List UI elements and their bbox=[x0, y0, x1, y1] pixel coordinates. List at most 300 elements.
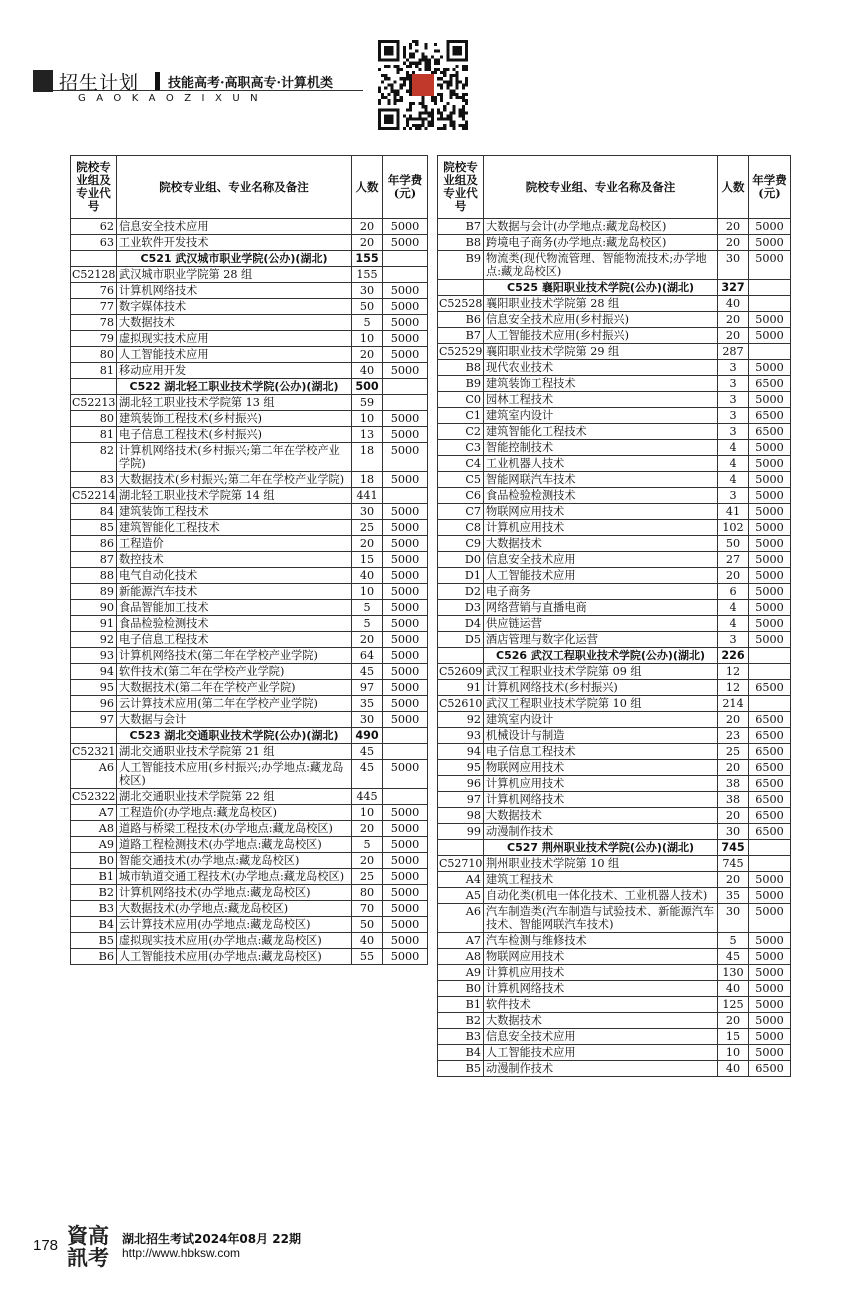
cell-name: 信息安全技术应用 bbox=[117, 219, 352, 235]
cell-num: 130 bbox=[718, 965, 749, 981]
cell-num: 5 bbox=[352, 837, 383, 853]
col-header-code: 院校专业组及专业代号 bbox=[71, 156, 117, 219]
cell-name: 计算机应用技术 bbox=[484, 520, 718, 536]
cell-fee: 5000 bbox=[383, 219, 428, 235]
cell-num: 4 bbox=[718, 440, 749, 456]
table-row bbox=[438, 360, 791, 376]
group-row bbox=[438, 296, 791, 312]
table-row bbox=[438, 981, 791, 997]
col-header-fee: 年学费(元) bbox=[749, 156, 791, 219]
cell-num: 20 bbox=[718, 760, 749, 776]
cell-code: B8 bbox=[438, 235, 484, 251]
cell-fee: 5000 bbox=[383, 648, 428, 664]
cell-code: A8 bbox=[71, 821, 117, 837]
cell-fee: 5000 bbox=[383, 933, 428, 949]
cell-code: 82 bbox=[71, 443, 117, 472]
cell-fee: 6500 bbox=[749, 792, 791, 808]
cell-name: 建筑装饰工程技术(乡村振兴) bbox=[117, 411, 352, 427]
cell-fee: 5000 bbox=[749, 219, 791, 235]
cell-num: 102 bbox=[718, 520, 749, 536]
cell-code: C52529 bbox=[439, 345, 483, 358]
cell-num: 10 bbox=[352, 805, 383, 821]
cell-code: C52214 bbox=[72, 489, 116, 502]
table-row bbox=[438, 616, 791, 632]
cell-num: 40 bbox=[352, 568, 383, 584]
cell-fee: 5000 bbox=[383, 472, 428, 488]
cell-num: 500 bbox=[352, 379, 383, 395]
group-row bbox=[71, 267, 428, 283]
header-rule bbox=[53, 90, 363, 91]
cell-num: 40 bbox=[718, 296, 749, 312]
cell-code: B7 bbox=[438, 219, 484, 235]
cell-name: 湖北轻工职业技术学院第 13 组 bbox=[117, 395, 352, 411]
cell-num: 20 bbox=[718, 1013, 749, 1029]
table-row bbox=[71, 552, 428, 568]
school-row bbox=[71, 251, 428, 267]
cell-num: 155 bbox=[352, 251, 383, 267]
cell-name: 移动应用开发 bbox=[117, 363, 352, 379]
table-row bbox=[438, 1061, 791, 1077]
cell-fee: 6500 bbox=[749, 728, 791, 744]
table-row bbox=[438, 456, 791, 472]
cell-code: B9 bbox=[438, 251, 484, 280]
cell-code: B2 bbox=[71, 885, 117, 901]
cell-fee: 5000 bbox=[749, 251, 791, 280]
table-row bbox=[71, 680, 428, 696]
page-number: 178 bbox=[33, 1237, 59, 1254]
header-block-mark bbox=[33, 70, 53, 92]
cell-name: 道路与桥梁工程技术(办学地点:藏龙岛校区) bbox=[117, 821, 352, 837]
cell-code: 90 bbox=[71, 600, 117, 616]
table-row bbox=[71, 443, 428, 472]
col-header-code: 院校专业组及专业代号 bbox=[438, 156, 484, 219]
cell-fee: 5000 bbox=[749, 933, 791, 949]
cell-num: 20 bbox=[718, 312, 749, 328]
cell-num: 97 bbox=[352, 680, 383, 696]
table-row bbox=[71, 648, 428, 664]
cell-num: 40 bbox=[352, 363, 383, 379]
cell-fee: 5000 bbox=[749, 392, 791, 408]
cell-fee: 5000 bbox=[749, 520, 791, 536]
cell-code: 97 bbox=[71, 712, 117, 728]
cell-num: 3 bbox=[718, 424, 749, 440]
table-row bbox=[71, 427, 428, 443]
table-row bbox=[438, 552, 791, 568]
cell-name: 大数据技术 bbox=[117, 315, 352, 331]
cell-code: 85 bbox=[71, 520, 117, 536]
cell-fee: 5000 bbox=[749, 472, 791, 488]
cell-name: 软件技术 bbox=[484, 997, 718, 1013]
cell-num: 45 bbox=[352, 744, 383, 760]
cell-name: 供应链运营 bbox=[484, 616, 718, 632]
cell-fee: 5000 bbox=[749, 888, 791, 904]
cell-name: 电气自动化技术 bbox=[117, 568, 352, 584]
cell-name: 虚拟现实技术应用 bbox=[117, 331, 352, 347]
cell-num: 23 bbox=[718, 728, 749, 744]
table-row bbox=[71, 901, 428, 917]
group-row bbox=[71, 488, 428, 504]
table-row bbox=[438, 760, 791, 776]
cell-name: 计算机网络技术 bbox=[484, 792, 718, 808]
cell-name: 建筑装饰工程技术 bbox=[484, 376, 718, 392]
section-title: 招生计划 bbox=[59, 72, 140, 94]
cell-code: 77 bbox=[71, 299, 117, 315]
cell-code: C2 bbox=[438, 424, 484, 440]
cell-fee bbox=[749, 696, 791, 712]
table-row bbox=[71, 949, 428, 965]
cell-fee: 5000 bbox=[749, 965, 791, 981]
cell-name: 云计算技术应用(第二年在学校产业学院) bbox=[117, 696, 352, 712]
table-row bbox=[438, 472, 791, 488]
header-divider-bar bbox=[155, 72, 160, 90]
group-row bbox=[438, 664, 791, 680]
cell-name: 自动化类(机电一体化技术、工业机器人技术) bbox=[484, 888, 718, 904]
cell-fee: 5000 bbox=[749, 872, 791, 888]
cell-num: 12 bbox=[718, 664, 749, 680]
cell-fee: 5000 bbox=[749, 981, 791, 997]
cell-name: 食品智能加工技术 bbox=[117, 600, 352, 616]
cell-code: B0 bbox=[71, 853, 117, 869]
cell-num: 30 bbox=[718, 824, 749, 840]
cell-fee: 5000 bbox=[383, 696, 428, 712]
table-row bbox=[438, 251, 791, 280]
cell-num: 15 bbox=[352, 552, 383, 568]
cell-fee: 5000 bbox=[383, 331, 428, 347]
cell-num: 20 bbox=[718, 712, 749, 728]
cell-name: 电子信息工程技术 bbox=[117, 632, 352, 648]
cell-fee: 6500 bbox=[749, 408, 791, 424]
cell-code: 95 bbox=[71, 680, 117, 696]
cell-num: 20 bbox=[718, 568, 749, 584]
table-row bbox=[71, 600, 428, 616]
cell-fee: 5000 bbox=[383, 536, 428, 552]
cell-num: 20 bbox=[352, 853, 383, 869]
table-row bbox=[438, 744, 791, 760]
cell-code: C7 bbox=[438, 504, 484, 520]
cell-fee: 5000 bbox=[383, 869, 428, 885]
table-row bbox=[438, 440, 791, 456]
cell-fee: 6500 bbox=[749, 680, 791, 696]
table-row bbox=[71, 917, 428, 933]
cell-name: 工业机器人技术 bbox=[484, 456, 718, 472]
cell-num: 50 bbox=[352, 299, 383, 315]
cell-fee bbox=[383, 744, 428, 760]
table-row bbox=[438, 949, 791, 965]
cell-num: 45 bbox=[718, 949, 749, 965]
cell-fee bbox=[749, 344, 791, 360]
cell-name: 智能交通技术(办学地点:藏龙岛校区) bbox=[117, 853, 352, 869]
cell-name: C527 荆州职业技术学院(公办)(湖北) bbox=[484, 840, 718, 856]
cell-fee: 5000 bbox=[383, 837, 428, 853]
cell-fee: 5000 bbox=[749, 632, 791, 648]
cell-code: 80 bbox=[71, 347, 117, 363]
cell-fee: 5000 bbox=[383, 885, 428, 901]
cell-code: A6 bbox=[438, 904, 484, 933]
cell-name: 湖北交通职业技术学院第 21 组 bbox=[117, 744, 352, 760]
cell-fee: 5000 bbox=[383, 443, 428, 472]
cell-code: A9 bbox=[438, 965, 484, 981]
cell-fee: 5000 bbox=[383, 427, 428, 443]
publication-url: http://www.hbksw.com bbox=[122, 1246, 241, 1260]
cell-code: 83 bbox=[71, 472, 117, 488]
cell-fee bbox=[749, 840, 791, 856]
cell-num: 5 bbox=[718, 933, 749, 949]
table-row bbox=[438, 712, 791, 728]
cell-name: 数控技术 bbox=[117, 552, 352, 568]
cell-name: C526 武汉工程职业技术学院(公办)(湖北) bbox=[484, 648, 718, 664]
cell-num: 155 bbox=[352, 267, 383, 283]
table-row bbox=[438, 235, 791, 251]
table-row bbox=[438, 536, 791, 552]
cell-name: 虚拟现实技术应用(办学地点:藏龙岛校区) bbox=[117, 933, 352, 949]
cell-fee: 5000 bbox=[383, 853, 428, 869]
page-header bbox=[33, 64, 363, 108]
table-row bbox=[71, 664, 428, 680]
cell-num: 70 bbox=[352, 901, 383, 917]
table-row bbox=[71, 837, 428, 853]
cell-num: 64 bbox=[352, 648, 383, 664]
cell-fee bbox=[383, 379, 428, 395]
cell-num: 445 bbox=[352, 789, 383, 805]
cell-num: 18 bbox=[352, 443, 383, 472]
cell-fee bbox=[383, 789, 428, 805]
table-row bbox=[71, 805, 428, 821]
cell-name: 园林工程技术 bbox=[484, 392, 718, 408]
cell-fee: 5000 bbox=[383, 504, 428, 520]
cell-name: C523 湖北交通职业技术学院(公办)(湖北) bbox=[117, 728, 352, 744]
cell-name: 大数据技术(第二年在学校产业学院) bbox=[117, 680, 352, 696]
cell-name: C522 湖北轻工职业技术学院(公办)(湖北) bbox=[117, 379, 352, 395]
cell-name: 计算机网络技术(办学地点:藏龙岛校区) bbox=[117, 885, 352, 901]
cell-name: 信息安全技术应用 bbox=[484, 552, 718, 568]
table-row bbox=[71, 219, 428, 235]
cell-code: 78 bbox=[71, 315, 117, 331]
cell-code: B4 bbox=[438, 1045, 484, 1061]
publication-title: 湖北招生考试2024年08月 22期 bbox=[122, 1232, 301, 1246]
table-row bbox=[71, 568, 428, 584]
cell-code: 95 bbox=[438, 760, 484, 776]
cell-fee: 5000 bbox=[749, 997, 791, 1013]
cell-num: 3 bbox=[718, 392, 749, 408]
school-row bbox=[71, 379, 428, 395]
cell-code: A9 bbox=[71, 837, 117, 853]
cell-code: 86 bbox=[71, 536, 117, 552]
cell-name: 建筑装饰工程技术 bbox=[117, 504, 352, 520]
cell-name: 湖北轻工职业技术学院第 14 组 bbox=[117, 488, 352, 504]
table-row bbox=[438, 888, 791, 904]
cell-fee: 5000 bbox=[749, 488, 791, 504]
cell-code: 80 bbox=[71, 411, 117, 427]
cell-num: 226 bbox=[718, 648, 749, 664]
table-row bbox=[438, 680, 791, 696]
cell-code: D0 bbox=[438, 552, 484, 568]
cell-name: 计算机应用技术 bbox=[484, 776, 718, 792]
cell-name: 软件技术(第二年在学校产业学院) bbox=[117, 664, 352, 680]
cell-num: 45 bbox=[352, 760, 383, 789]
table-row bbox=[71, 363, 428, 379]
table-row bbox=[71, 536, 428, 552]
cell-fee bbox=[749, 856, 791, 872]
cell-num: 125 bbox=[718, 997, 749, 1013]
cell-name: 食品检验检测技术 bbox=[484, 488, 718, 504]
cell-code: C9 bbox=[438, 536, 484, 552]
table-row bbox=[438, 376, 791, 392]
cell-fee: 5000 bbox=[383, 520, 428, 536]
table-row bbox=[438, 584, 791, 600]
cell-code: C6 bbox=[438, 488, 484, 504]
cell-num: 3 bbox=[718, 488, 749, 504]
cell-num: 20 bbox=[352, 821, 383, 837]
cell-name: 人工智能技术应用 bbox=[484, 1045, 718, 1061]
cell-code bbox=[71, 251, 117, 267]
cell-num: 20 bbox=[718, 872, 749, 888]
cell-fee: 5000 bbox=[383, 821, 428, 837]
cell-code: B7 bbox=[438, 328, 484, 344]
cell-code: 94 bbox=[71, 664, 117, 680]
magazine-logo bbox=[67, 1225, 125, 1273]
cell-fee: 5000 bbox=[749, 235, 791, 251]
cell-code: B5 bbox=[71, 933, 117, 949]
table-row bbox=[438, 312, 791, 328]
cell-num: 20 bbox=[718, 328, 749, 344]
cell-num: 6 bbox=[718, 584, 749, 600]
cell-fee: 5000 bbox=[749, 600, 791, 616]
cell-code: 76 bbox=[71, 283, 117, 299]
cell-num: 4 bbox=[718, 600, 749, 616]
cell-code: D4 bbox=[438, 616, 484, 632]
cell-name: 新能源汽车技术 bbox=[117, 584, 352, 600]
cell-num: 30 bbox=[718, 904, 749, 933]
cell-fee: 5000 bbox=[749, 312, 791, 328]
cell-name: 大数据与会计(办学地点:藏龙岛校区) bbox=[484, 219, 718, 235]
cell-num: 287 bbox=[718, 344, 749, 360]
enrollment-table-left bbox=[70, 155, 428, 965]
cell-num: 27 bbox=[718, 552, 749, 568]
cell-code: 94 bbox=[438, 744, 484, 760]
cell-name: 计算机网络技术(乡村振兴;第二年在学校产业学院) bbox=[117, 443, 352, 472]
cell-name: 大数据技术 bbox=[484, 536, 718, 552]
cell-code: 98 bbox=[438, 808, 484, 824]
cell-num: 50 bbox=[352, 917, 383, 933]
cell-name: 物联网应用技术 bbox=[484, 504, 718, 520]
cell-code: 91 bbox=[438, 680, 484, 696]
cell-code: D3 bbox=[438, 600, 484, 616]
cell-code: C52128 bbox=[72, 268, 116, 281]
cell-fee: 6500 bbox=[749, 824, 791, 840]
table-row bbox=[71, 331, 428, 347]
cell-name: 现代农业技术 bbox=[484, 360, 718, 376]
cell-fee: 5000 bbox=[749, 440, 791, 456]
cell-name: 建筑工程技术 bbox=[484, 872, 718, 888]
cell-num: 50 bbox=[718, 536, 749, 552]
cell-code bbox=[71, 379, 117, 395]
cell-num: 13 bbox=[352, 427, 383, 443]
cell-fee: 5000 bbox=[383, 363, 428, 379]
table-row bbox=[71, 885, 428, 901]
cell-num: 55 bbox=[352, 949, 383, 965]
cell-fee bbox=[383, 251, 428, 267]
cell-code: C4 bbox=[438, 456, 484, 472]
cell-num: 30 bbox=[352, 504, 383, 520]
cell-num: 4 bbox=[718, 472, 749, 488]
cell-num: 10 bbox=[352, 584, 383, 600]
qr-code-icon bbox=[378, 40, 468, 130]
cell-code: 79 bbox=[71, 331, 117, 347]
cell-num: 25 bbox=[718, 744, 749, 760]
cell-name: 建筑室内设计 bbox=[484, 408, 718, 424]
cell-num: 35 bbox=[352, 696, 383, 712]
cell-name: 动漫制作技术 bbox=[484, 1061, 718, 1077]
cell-name: 大数据技术 bbox=[484, 808, 718, 824]
cell-code: B8 bbox=[438, 360, 484, 376]
cell-fee: 5000 bbox=[749, 949, 791, 965]
cell-code: B9 bbox=[438, 376, 484, 392]
cell-code bbox=[438, 280, 484, 296]
cell-code: A8 bbox=[438, 949, 484, 965]
cell-name: 湖北交通职业技术学院第 22 组 bbox=[117, 789, 352, 805]
cell-code: D1 bbox=[438, 568, 484, 584]
table-row bbox=[71, 696, 428, 712]
cell-fee bbox=[383, 267, 428, 283]
cell-code: A5 bbox=[438, 888, 484, 904]
table-row bbox=[71, 520, 428, 536]
cell-name: 跨境电子商务(办学地点:藏龙岛校区) bbox=[484, 235, 718, 251]
cell-name: 信息安全技术应用 bbox=[484, 1029, 718, 1045]
cell-name: 襄阳职业技术学院第 28 组 bbox=[484, 296, 718, 312]
cell-name: 人工智能技术应用 bbox=[484, 568, 718, 584]
cell-name: 建筑室内设计 bbox=[484, 712, 718, 728]
table-row bbox=[438, 904, 791, 933]
cell-code: 93 bbox=[438, 728, 484, 744]
cell-num: 3 bbox=[718, 360, 749, 376]
table-row bbox=[71, 347, 428, 363]
cell-code: C8 bbox=[438, 520, 484, 536]
table-row bbox=[438, 933, 791, 949]
cell-name: 物流类(现代物流管理、智能物流技术;办学地点:藏龙岛校区) bbox=[484, 251, 718, 280]
cell-code: 88 bbox=[71, 568, 117, 584]
table-row bbox=[438, 504, 791, 520]
cell-num: 20 bbox=[352, 632, 383, 648]
cell-fee: 5000 bbox=[749, 584, 791, 600]
cell-code bbox=[438, 648, 484, 664]
cell-num: 5 bbox=[352, 616, 383, 632]
cell-fee: 5000 bbox=[383, 584, 428, 600]
cell-num: 41 bbox=[718, 504, 749, 520]
cell-fee: 5000 bbox=[749, 568, 791, 584]
cell-code: C5 bbox=[438, 472, 484, 488]
cell-fee: 5000 bbox=[383, 805, 428, 821]
cell-num: 45 bbox=[352, 664, 383, 680]
cell-fee: 5000 bbox=[749, 456, 791, 472]
cell-fee: 5000 bbox=[383, 680, 428, 696]
cell-code: A7 bbox=[438, 933, 484, 949]
cell-num: 40 bbox=[352, 933, 383, 949]
cell-num: 20 bbox=[718, 235, 749, 251]
cell-name: 计算机网络技术 bbox=[117, 283, 352, 299]
cell-code: B6 bbox=[438, 312, 484, 328]
cell-num: 15 bbox=[718, 1029, 749, 1045]
cell-num: 10 bbox=[352, 411, 383, 427]
cell-fee: 6500 bbox=[749, 376, 791, 392]
col-header-name: 院校专业组、专业名称及备注 bbox=[117, 156, 352, 219]
school-row bbox=[71, 728, 428, 744]
cell-num: 30 bbox=[352, 712, 383, 728]
cell-name: 计算机应用技术 bbox=[484, 965, 718, 981]
cell-code: 89 bbox=[71, 584, 117, 600]
cell-fee bbox=[383, 395, 428, 411]
table-row bbox=[438, 520, 791, 536]
header-pinyin: GAOKAOZIXUN bbox=[78, 93, 269, 104]
